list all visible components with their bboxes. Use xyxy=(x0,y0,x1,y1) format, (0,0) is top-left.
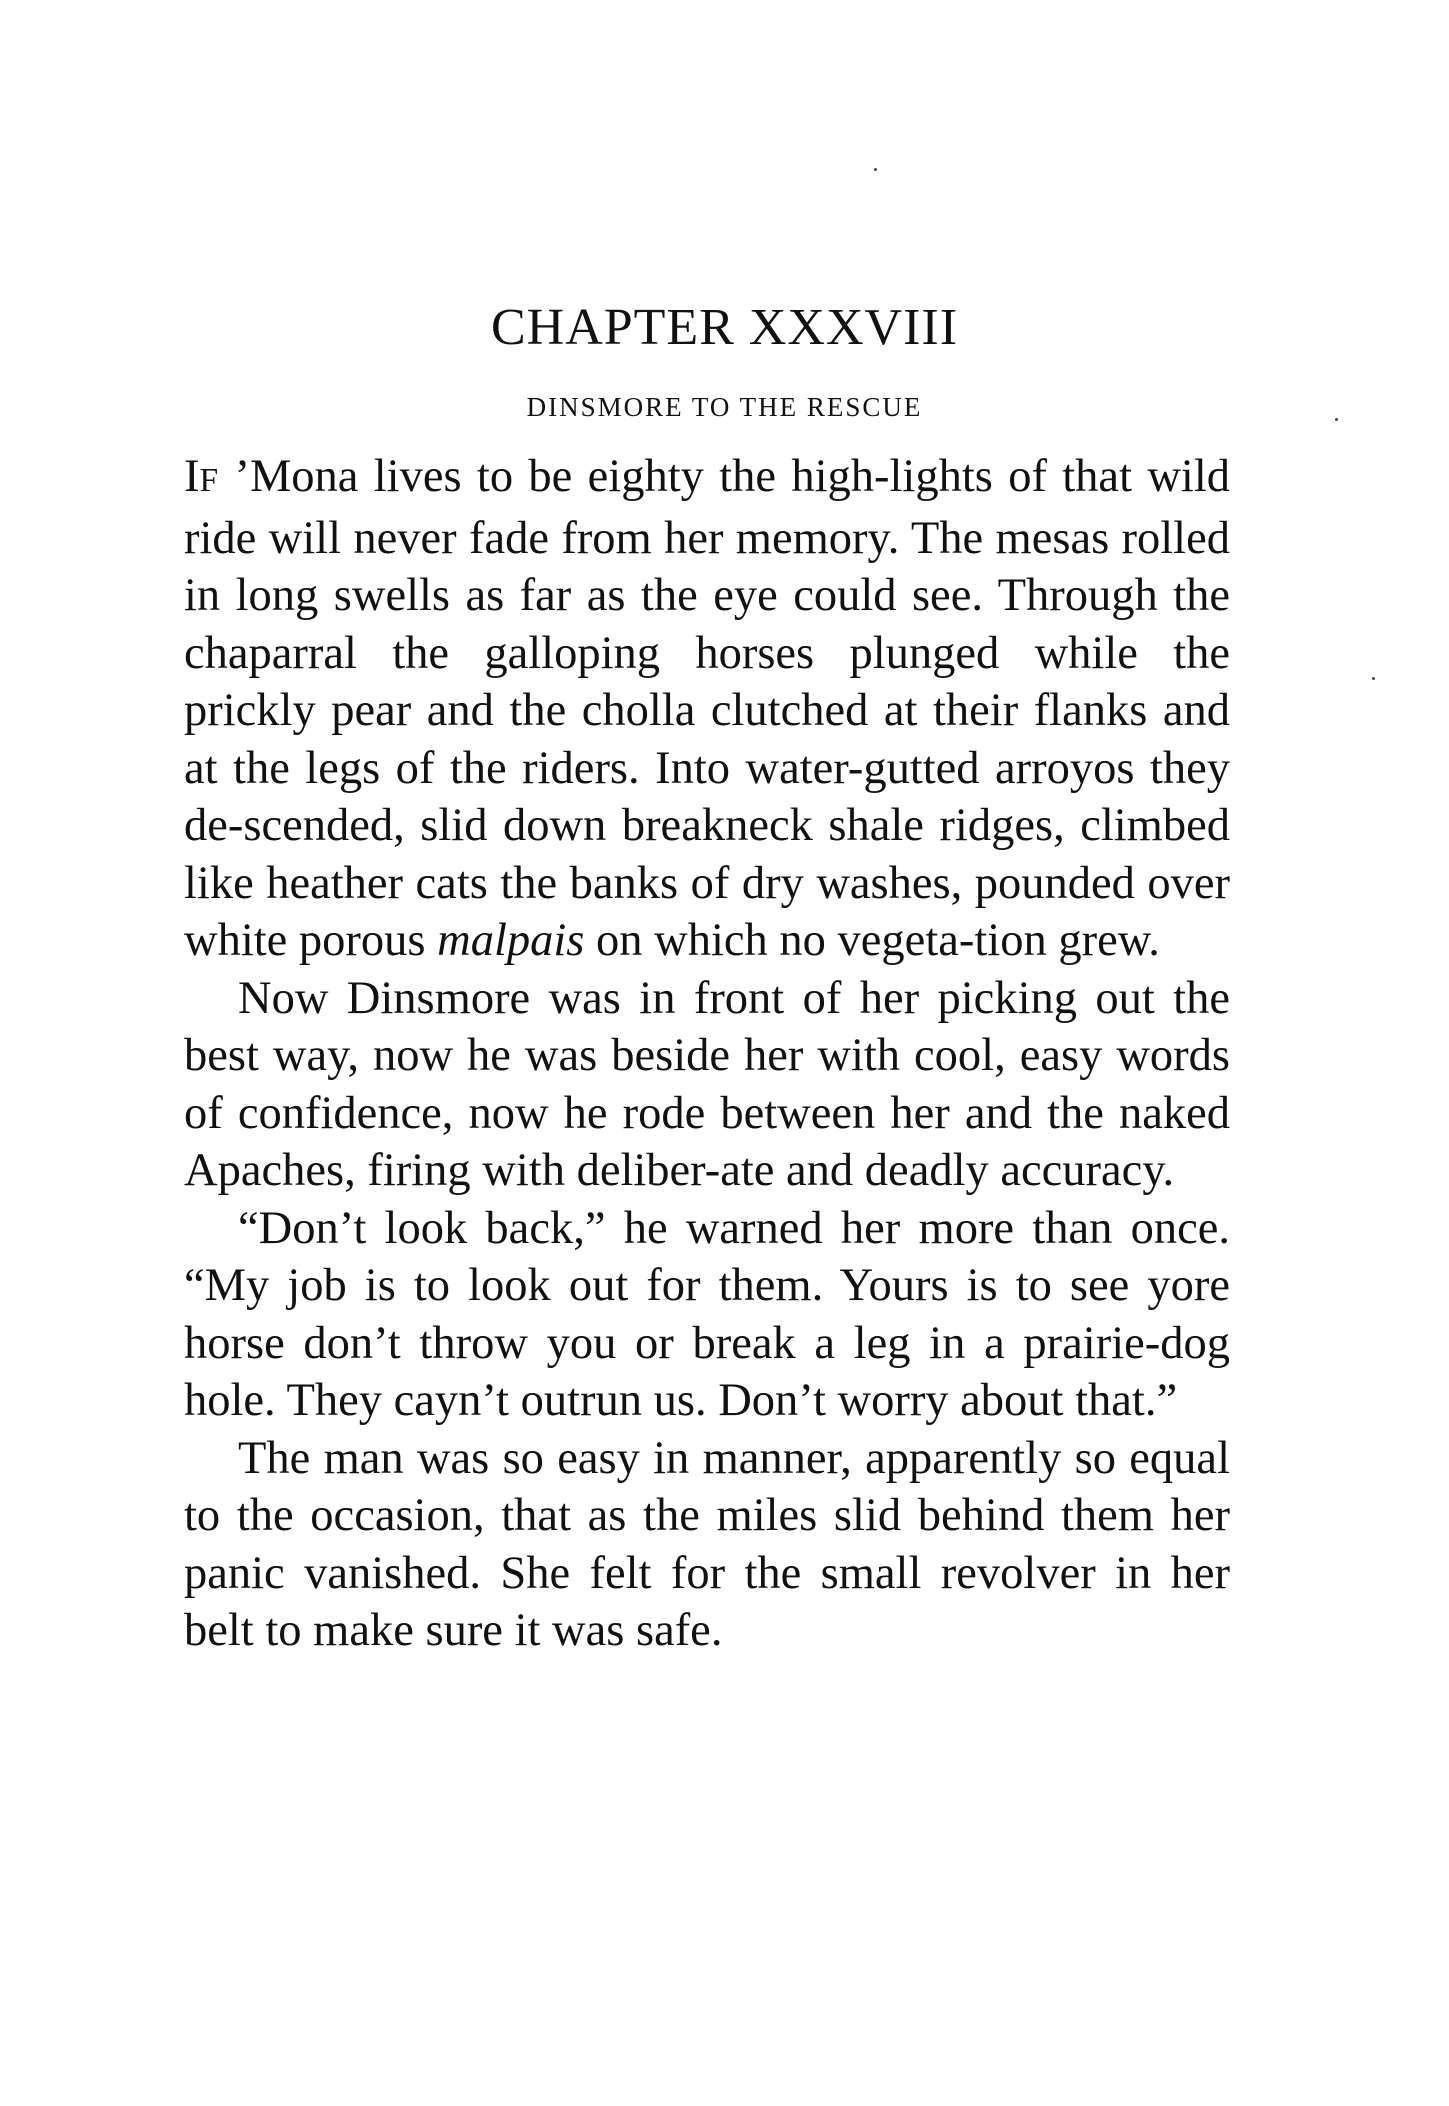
drop-initial: I xyxy=(184,451,200,502)
scan-speck xyxy=(1335,418,1338,421)
chapter-title: CHAPTER XXXVIII xyxy=(490,299,959,356)
scan-speck xyxy=(874,168,877,171)
paragraph xyxy=(184,448,1230,970)
paragraph: The man was so easy in manner, apparently so equal to the occasion, that as the miles slid behind them her panic vanished. She felt for the small revolver in her belt to make sure it was safe. xyxy=(184,1432,1230,1656)
paragraph: Now Dinsmore was in front of her picking out the best way, now he was beside her with cool, easy words of confidence, now he rode between her and the naked Apaches, firing with deliber-ate and deadly accuracy. xyxy=(184,972,1230,1196)
small-caps-lead: F xyxy=(199,462,220,499)
scan-speck xyxy=(1372,677,1375,680)
paragraph: “Don’t look back,” he warned her more than once. “My job is to look out for them. Yours is to see yore horse don’t throw you or break a leg in a prairie-dog hole. They cayn’t outrun us. Don’t worry about that.” xyxy=(184,1202,1230,1426)
italic-word: malpais xyxy=(437,915,585,966)
body-text xyxy=(184,448,1230,1660)
paragraph-text-end: on which no vegeta-tion grew. xyxy=(584,915,1160,966)
chapter-subtitle: DINSMORE TO THE RESCUE xyxy=(526,392,923,422)
paragraph-text: ’Mona lives to be eighty the high-lights of that wild ride will never fade from her memory. The mesas rolled in long swells as far as the eye could see. Through the chaparral the galloping horses plunged while the prickly pear and the cholla clutched at their flanks and at the legs of the riders. Into water-gutted arroyos they de-scended, slid down breakneck shale ridges, climbed like heather cats the banks of dry washes, pounded over white porous xyxy=(184,451,1230,966)
